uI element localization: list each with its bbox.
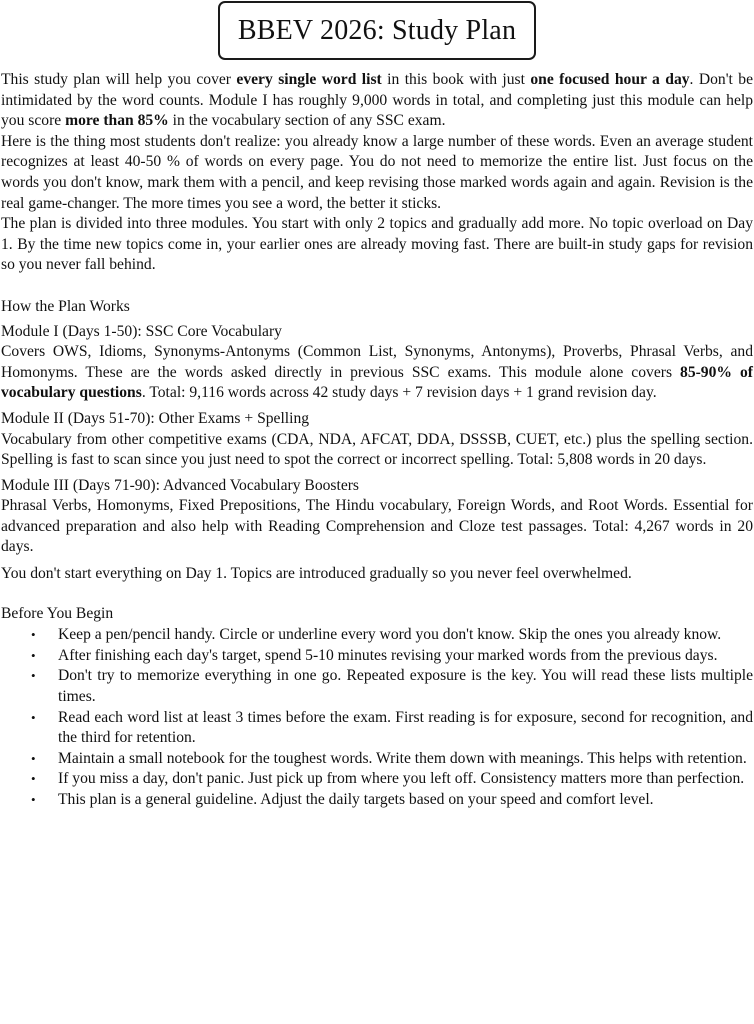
list-item <box>31 769 753 790</box>
list-item <box>31 625 753 646</box>
intro-paragraph-3: The plan is divided into three modules. You start with only 2 topics and gradually add more. No topic overload on Day 1. By the time new topics come in, your earlier ones are already moving fast. There are built-in study gaps for revision so you never fall behind. <box>1 215 753 274</box>
module-1-bold: 85-90% of vocabulary questions <box>1 363 753 402</box>
bullet-icon: • <box>31 771 36 787</box>
tip-text: This plan is a general guideline. Adjust the daily targets based on your speed and comfort level. <box>58 791 654 808</box>
intro-p1-text-2: in this book with just <box>381 71 531 88</box>
before-you-begin-heading: Before You Begin <box>1 604 114 622</box>
module-3-description: Phrasal Verbs, Homonyms, Fixed Prepositions, The Hindu vocabulary, Foreign Words, and Root Words. Essential for advanced preparation and also help with Reading Comprehension and Cloze test passages. Total: 4,267 words in 20 days. <box>1 497 753 556</box>
list-item <box>31 790 753 811</box>
intro-p1-bold-3: more than 85% <box>65 112 169 130</box>
module-3-section <box>1 476 753 558</box>
bullet-icon: • <box>31 792 36 807</box>
module-1-text-2: . Total: 9,116 words across 42 study days + 7 revision days + 1 grand revision day. <box>141 384 657 402</box>
module-1-section <box>1 322 753 404</box>
module-3-heading: Module III (Days 71-90): Advanced Vocabulary Boosters <box>1 476 360 494</box>
list-item <box>31 646 753 667</box>
page-title: BBEV 2026: Study Plan <box>218 1 536 60</box>
tip-text: Maintain a small notebook for the toughest words. Write them down with meanings. This helps with retention. <box>58 749 747 767</box>
bullet-icon: • <box>31 647 36 663</box>
bullet-icon: • <box>31 750 36 766</box>
tip-text: After finishing each day's target, spend 5-10 minutes revising your marked words from the previous days. <box>58 646 718 664</box>
module-2-heading: Module II (Days 51-70): Other Exams + Spelling <box>1 409 310 427</box>
tip-text: If you miss a day, don't panic. Just pick up from where you left off. Consistency matters more than perfection. <box>58 770 745 788</box>
module-1-description <box>1 342 753 404</box>
intro-p1-text-3: . Don't be intimidated by the word counts. Module I has roughly 9,000 words in total, and completing just this module can help you score <box>1 71 753 130</box>
intro-section <box>1 70 753 276</box>
module-1-heading: Module I (Days 1-50): SSC Core Vocabulary <box>1 322 282 340</box>
intro-paragraph-2: Here is the thing most students don't realize: you already know a large number of these words. Even an average student recognizes at least 40-50 % of words on every page. You do not need to memorize the entire list. Just focus on the words you don't know, mark them with a pencil, and keep revising those marked words again and again. Revision is the real game-changer. The more times you see a word, the better it sticks. <box>1 132 753 212</box>
how-plan-works-heading: How the Plan Works <box>1 297 130 315</box>
intro-p1-text-4: in the vocabulary section of any SSC exam. <box>168 112 446 130</box>
bullet-icon: • <box>31 668 36 684</box>
tip-text: Keep a pen/pencil handy. Circle or underline every word you don't know. Skip the ones you already know. <box>58 626 722 644</box>
list-item <box>31 666 753 707</box>
module-2-description: Vocabulary from other competitive exams (CDA, NDA, AFCAT, DDA, DSSSB, CUET, etc.) plus the spelling section. Spelling is fast to scan since you just need to spot the correct or incorrect spelling. Total: 5,808 words in 20 days. <box>1 430 753 469</box>
intro-p1-bold-2: one focused hour a day <box>530 71 690 88</box>
bullet-icon: • <box>31 709 36 725</box>
module-2-section <box>1 409 753 471</box>
tip-text: Don't try to memorize everything in one go. Repeated exposure is the key. You will read these lists multiple times. <box>58 667 753 706</box>
bullet-icon: • <box>31 627 36 643</box>
gradual-intro-note: You don't start everything on Day 1. Topics are introduced gradually so you never feel overwhelmed. <box>1 565 632 583</box>
intro-paragraph-1 <box>1 70 753 132</box>
tip-text: Read each word list at least 3 times before the exam. First reading is for exposure, second for recognition, and the third for retention. <box>58 708 753 747</box>
intro-p1-text-1: This study plan will help you cover <box>1 71 237 88</box>
module-1-text-1: Covers OWS, Idioms, Synonyms-Antonyms (Common List, Synonyms, Antonyms), Proverbs, Phrasal Verbs, and Homonyms. These are the words asked directly in previous SSC exams. This module alone covers <box>1 343 753 381</box>
intro-p1-bold-1: every single word list <box>236 71 382 88</box>
tips-list <box>1 625 753 810</box>
list-item <box>31 749 753 770</box>
list-item <box>31 708 753 749</box>
title-container <box>1 0 753 60</box>
